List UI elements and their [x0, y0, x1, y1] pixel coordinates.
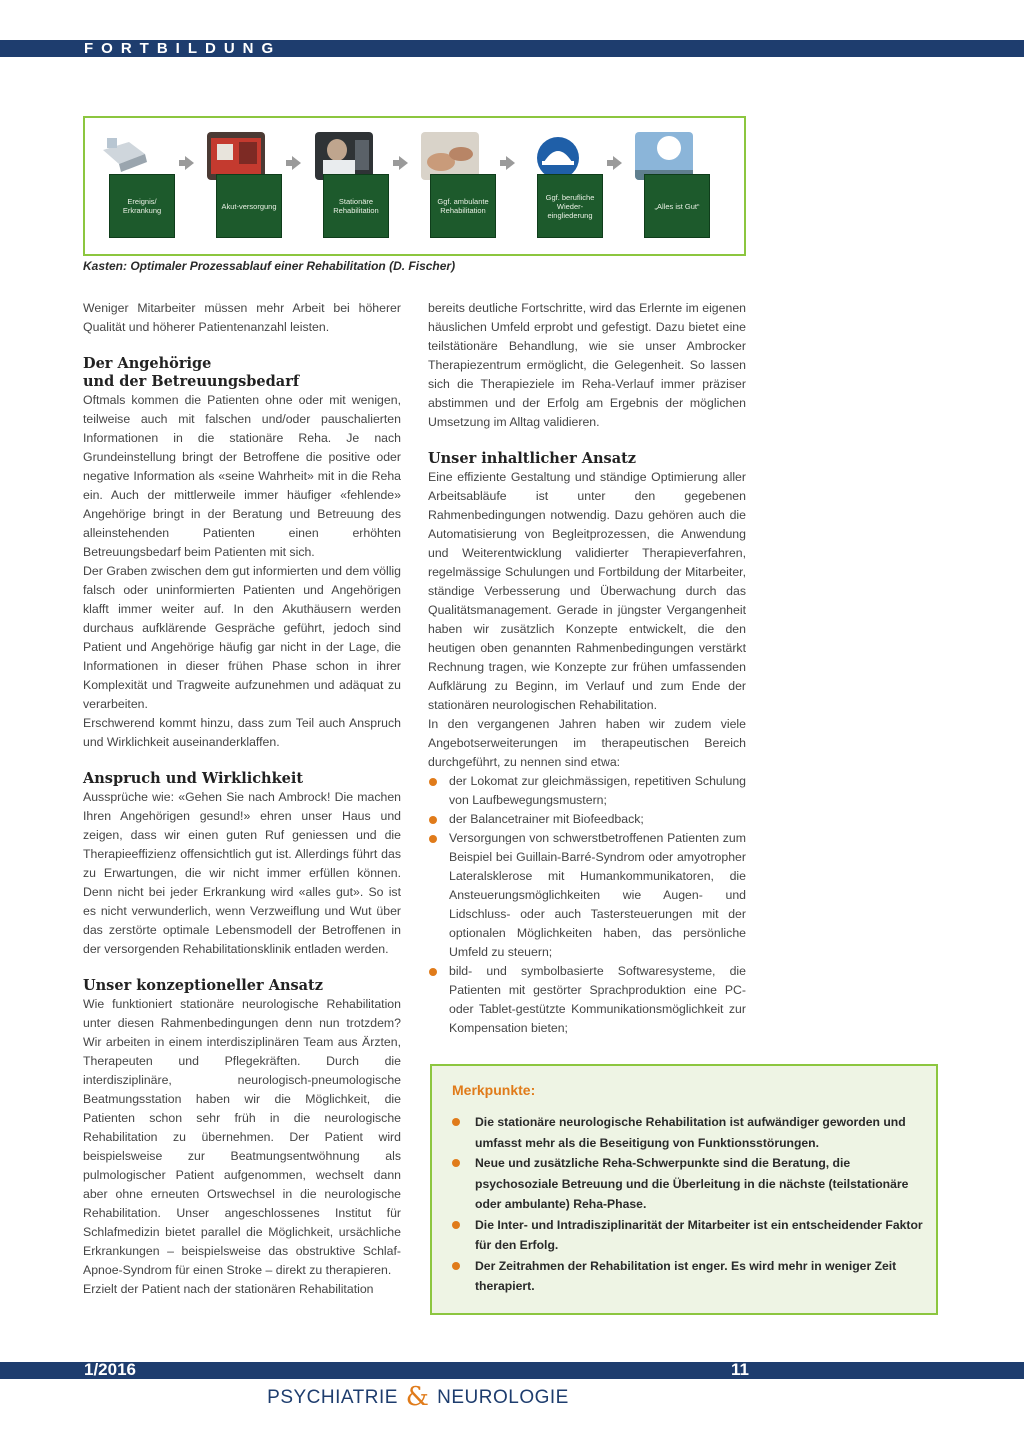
list-item-text: der Balancetrainer mit Biofeedback; — [449, 812, 644, 826]
list-item — [428, 772, 746, 810]
heading-line-1: Der Angehörige — [83, 355, 212, 372]
bullet-dot-icon — [452, 1159, 460, 1167]
arrow-right-icon — [292, 156, 301, 170]
process-step-5: Ggf. berufliche Wieder-eingliederung — [537, 174, 603, 238]
page-number: 11 — [731, 1360, 749, 1379]
key-point-text: Neue und zusätzliche Reha-Schwerpunkte sind die Beratung, die psychosoziale Betreuung und die Überleitung in die nächste (teilstationäre oder ambulante) Reha-Phase. — [475, 1156, 909, 1211]
body-paragraph: Der Graben zwischen dem gut informierten und dem völlig falsch oder uninformierten Patienten und Angehörigen klafft immer weiter auf. In den Akuthäusern werden durchaus aufklärende Gespräche geführt, jedoch sind Patient und Angehörige häufig gar nicht in der Lage, die Informationen in dieser frühen Phase schon in ihrer Komplexität und Tragweite aufzunehmen und adäquat zu verarbeiten. — [83, 564, 401, 711]
arrow-right-icon — [506, 156, 515, 170]
process-step-6: „Alles ist Gut“ — [644, 174, 710, 238]
body-paragraph: Erschwerend kommt hinzu, dass zum Teil auch Anspruch und Wirklichkeit auseinanderklaffen. — [83, 716, 401, 749]
figure-caption: Kasten: Optimaler Prozessablauf einer Rehabilitation (D. Fischer) — [83, 259, 456, 273]
footer-bar — [0, 1362, 1024, 1379]
key-point-text: Die stationäre neurologische Rehabilitation ist aufwändiger geworden und umfasst mehr als die Beseitigung von Funktionsstörungen. — [475, 1115, 906, 1150]
patient-therapy-photo — [315, 132, 373, 180]
process-step-2: Akut-versorgung — [216, 174, 282, 238]
arrow-right-icon — [613, 156, 622, 170]
left-column — [83, 299, 401, 1299]
section-heading: Unser konzeptioneller Ansatz — [83, 977, 323, 994]
bullet-dot-icon — [452, 1118, 460, 1126]
bullet-dot-icon — [452, 1221, 460, 1229]
list-item-text: der Lokomat zur gleichmässigen, repetitiven Schulung von Laufbewegungsmustern; — [449, 774, 746, 807]
body-paragraph: Oftmals kommen die Patienten ohne oder mit wenigen, teilweise auch mit falschen und/oder pauschalierten Informationen in die stationäre Reha. Je nach Grundeinstellung bringt der Betroffene die positive oder negative Information als «seine Wahrheit» mit in die Reha ein. Auch der mittlerweile immer häufiger «fehlende» Angehörige bringt in der Beratung und Betreuung des alleinstehenden Patienten einen erhöhten Betreuungsbedarf beim Patienten mit sich. — [83, 393, 401, 559]
process-step-3: Stationäre Rehabilitation — [323, 174, 389, 238]
body-paragraph: Eine effiziente Gestaltung und ständige Optimierung aller Arbeitsabläufe ist unter den gegebenen Rahmenbedingungen notwendig. Dazu gehören auch die Automatisierung von Begleitprozessen, die Anwendung und Weiterentwicklung validierter Therapieverfahren, regelmässige Schulungen und Fortbildung der Mitarbeiter, ständige Verbesserung und Überwachung durch das Qualitätsmanagement. Gerade in jüngster Vergangenheit haben wir zusätzlich Konzepte entwickelt, die den heutigen oben genannten Rahmenbedingungen verstärkt Rechnung tragen, wie Konzepte zur frühen umfassenden Aufklärung zu Beginn, im Verlauf und zum Ende der stationären neurologischen Rehabilitation. — [428, 470, 746, 712]
list-item — [428, 829, 746, 962]
list-item — [428, 810, 746, 829]
heading-line-2: und der Betreuungsbedarf — [83, 373, 300, 390]
key-point-text: Der Zeitrahmen der Rehabilitation ist enger. Es wird mehr in weniger Zeit therapiert. — [475, 1258, 897, 1293]
key-points-list — [450, 1112, 928, 1297]
key-points-box — [430, 1064, 938, 1315]
list-item-text: bild- und symbolbasierte Softwaresysteme, die Patienten mit gestörter Sprachproduktion eine PC- oder Tablet-gestützte Kommunikationsmöglichkeit zur Kompensation bieten; — [449, 964, 746, 1035]
key-point-item — [450, 1153, 928, 1215]
bullet-dot-icon — [429, 968, 437, 976]
section-heading: Unser inhaltlicher Ansatz — [428, 450, 637, 467]
key-points-title: Merkpunkte: — [452, 1082, 536, 1098]
key-point-item — [450, 1215, 928, 1256]
body-paragraph: Aussprüche wie: «Gehen Sie nach Ambrock! Die machen Ihren Angehörigen gesund!» ehren unser Haus und zeigen, dass wir einen guten Ruf geniessen und die Therapieeffizienz offensichtlich gut ist. Allerdings führt das zu Erwartungen, die wir nicht immer erfüllen können. Denn nicht bei jeder Erkrankung wird «alles gut». So ist es nicht verwunderlich, wenn Verzweiflung und Wut über das zerstörte optimale Lebensmodell der Betroffenen in der versorgenden Rehabilitationsklinik entladen werden. — [83, 790, 401, 956]
bullet-dot-icon — [429, 835, 437, 843]
hospital-bed-photo — [99, 132, 157, 180]
bullet-dot-icon — [429, 816, 437, 824]
body-paragraph: In den vergangenen Jahren haben wir zudem viele Angebotserweiterungen im therapeutischen Bereich durchgeführt, zu nennen sind etwa: — [428, 717, 746, 769]
section-heading: Anspruch und Wirklichkeit — [83, 770, 304, 787]
body-paragraph: Erzielt der Patient nach der stationären Rehabilitation — [83, 1282, 374, 1296]
hands-therapy-photo — [421, 132, 479, 180]
journal-name-part2: NEUROLOGIE — [437, 1387, 569, 1408]
intro-paragraph: Weniger Mitarbeiter müssen mehr Arbeit bei höherer Qualität und höherer Patientenanzahl leisten. — [83, 301, 401, 334]
key-point-item — [450, 1256, 928, 1297]
process-step-1: Ereignis/ Erkrankung — [109, 174, 175, 238]
journal-logo — [256, 1379, 580, 1415]
helmet-sign-photo — [529, 132, 587, 180]
body-paragraph: bereits deutliche Fortschritte, wird das Erlernte im eigenen häuslichen Umfeld erprobt und gefestigt. Dazu bietet eine teilstätionäre Behandlung, wie sie unser Ambrocker Therapiezentrum ermöglicht, die Gelegenheit. So lassen sich die Therapieziele im Reha-Verlauf immer präziser abstimmen und der Erfolg am Ergebnis der möglichen Umsetzung im Alltag validieren. — [428, 301, 746, 429]
ambulance-photo — [207, 132, 265, 180]
journal-ampersand: & — [405, 1382, 430, 1412]
issue-number: 1/2016 — [84, 1360, 136, 1379]
section-heading — [83, 355, 401, 391]
list-item-text: Versorgungen von schwerstbetroffenen Patienten zum Beispiel bei Guillain-Barré-Syndrom oder amyotropher Lateralsklerose mit Humankommunikatoren, die Ansteuerungsmöglichkeiten wie Augen- und Lidschluss- oder auch Tastersteuerungen mit der optionalen Möglichkeiten haben, das persönliche Umfeld zu steuern; — [449, 831, 746, 959]
list-item — [428, 962, 746, 1038]
arrow-right-icon — [399, 156, 408, 170]
process-step-4: Ggf. ambulante Rehabilitation — [430, 174, 496, 238]
bullet-dot-icon — [429, 778, 437, 786]
bullet-dot-icon — [452, 1262, 460, 1270]
key-point-text: Die Inter- und Intradisziplinarität der Mitarbeiter ist ein entscheidender Faktor für den Erfolg. — [475, 1217, 923, 1252]
sunny-sky-photo — [635, 132, 693, 180]
right-column — [428, 299, 746, 1038]
bullet-list — [428, 772, 746, 1038]
section-title: FORTBILDUNG — [84, 40, 282, 57]
journal-name-part1: PSYCHIATRIE — [267, 1387, 398, 1408]
arrow-right-icon — [185, 156, 194, 170]
key-point-item — [450, 1112, 928, 1153]
body-paragraph: Wie funktioniert stationäre neurologische Rehabilitation unter diesen Rahmenbedingungen denn nun trotzdem? Wir arbeiten in einem interdisziplinären Team aus Ärzten, Therapeuten und Pflegekräften. Durch die interdisziplinäre, neurologisch-pneumologische Beatmungsstation haben wir die Möglichkeit, die Patienten schon sehr früh in die neurologische Rehabilitation zu übernehmen. Der Patient wird beispielsweise zur Beatmungsentwöhnung als pulmologischer Patient aufgenommen, wechselt dann aber ohne erneuten Ortswechsel in die neurologische Rehabilitation. Unser angeschlossenes Institut für Schlafmedizin bietet parallel die Möglichkeit, ursächliche Erkrankungen – beispielsweise das obstruktive Schlaf-Apnoe-Syndrom für einen Stroke – direkt zu therapieren. — [83, 997, 401, 1277]
process-figure — [83, 116, 746, 256]
